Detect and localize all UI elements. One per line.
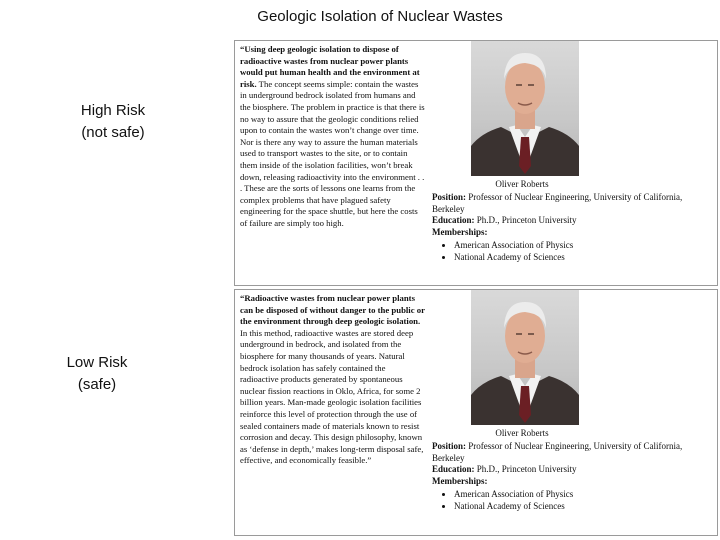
- slide-title: Geologic Isolation of Nuclear Wastes: [257, 8, 503, 25]
- membership-item: • American Association of Physics: [454, 240, 712, 251]
- quote-text: [240, 44, 426, 230]
- expert-panel-low-risk: [234, 289, 718, 536]
- portrait-photo: [471, 290, 579, 425]
- high-risk-label-line1: High Risk: [80, 102, 146, 119]
- high-risk-label: [68, 100, 158, 144]
- membership-item: • American Association of Physics: [454, 489, 712, 500]
- quote-bold: “Using deep geologic isolation to dispose of radioactive wastes from nuclear power plants would put human health and the environment at risk.: [240, 44, 420, 89]
- high-risk-label-line2: (not safe): [81, 124, 145, 141]
- position-line: [432, 192, 712, 215]
- bio-block: [432, 179, 712, 265]
- position-label: Position:: [432, 192, 467, 203]
- education-value: Ph.D., Princeton University: [474, 215, 577, 226]
- expert-panel-high-risk: [234, 40, 718, 286]
- education-line: [432, 464, 712, 475]
- quote-text: [240, 293, 426, 467]
- expert-name: Oliver Roberts: [495, 428, 549, 438]
- portrait-photo: [471, 41, 579, 176]
- position-line: [432, 441, 712, 464]
- quote-body: In this method, radioactive wastes are stored deep underground in bedrock, and isolated from the biosphere for many thousands of years. Natural bedrock isolation has safely contained the radioactive products generated by spontaneous nuclear fission reactions in Oklo, Africa, for some 2 billion years. Man-made geologic isolation facilities reinforce this level of protection through the use of sealed containers made of materials known to resist corrosion and decay. This design philosophy, known as ‘defense in depth,’ makes long-term disposal safe, effective, and economically feasible.”: [240, 327, 424, 466]
- position-value: Professor of Nuclear Engineering, University of California, Berkeley: [432, 441, 683, 463]
- education-label: Education:: [432, 215, 475, 226]
- membership-item: • National Academy of Sciences: [454, 252, 712, 263]
- low-risk-label: [52, 352, 142, 396]
- position-label: Position:: [432, 441, 467, 452]
- quote-body: The concept seems simple: contain the wastes in underground bedrock isolated from humans and the biosphere. The problem in practice is that there is no way to assure that the geologic conditions relied upon to contain the wastes won’t change over time. Nor is there any way to assure the human materials used to transport wastes to the site, or to contain them inside of the isolation facilities, won’t break down, releasing radioactivity into the environment . . . These are the sorts of lessons one learns from the complex problems that have plagued safety engineering for the space shuttle, but here the costs of failure are simply too high.: [240, 78, 425, 228]
- position-value: Professor of Nuclear Engineering, University of California, Berkeley: [432, 192, 683, 214]
- expert-name: Oliver Roberts: [495, 179, 549, 189]
- education-value: Ph.D., Princeton University: [474, 464, 577, 475]
- membership-item: • National Academy of Sciences: [454, 501, 712, 512]
- education-label: Education:: [432, 464, 475, 475]
- memberships-list: [432, 240, 712, 264]
- education-line: [432, 215, 712, 226]
- memberships-label: Memberships:: [432, 475, 488, 486]
- low-risk-label-line2: (safe): [77, 376, 117, 393]
- memberships-list: [432, 489, 712, 513]
- memberships-label: Memberships:: [432, 226, 488, 237]
- quote-bold: “Radioactive wastes from nuclear power plants can be disposed of without danger to the public or the environment through deep geologic isolation.: [240, 293, 425, 327]
- bio-block: [432, 428, 712, 514]
- low-risk-label-line1: Low Risk: [66, 354, 128, 371]
